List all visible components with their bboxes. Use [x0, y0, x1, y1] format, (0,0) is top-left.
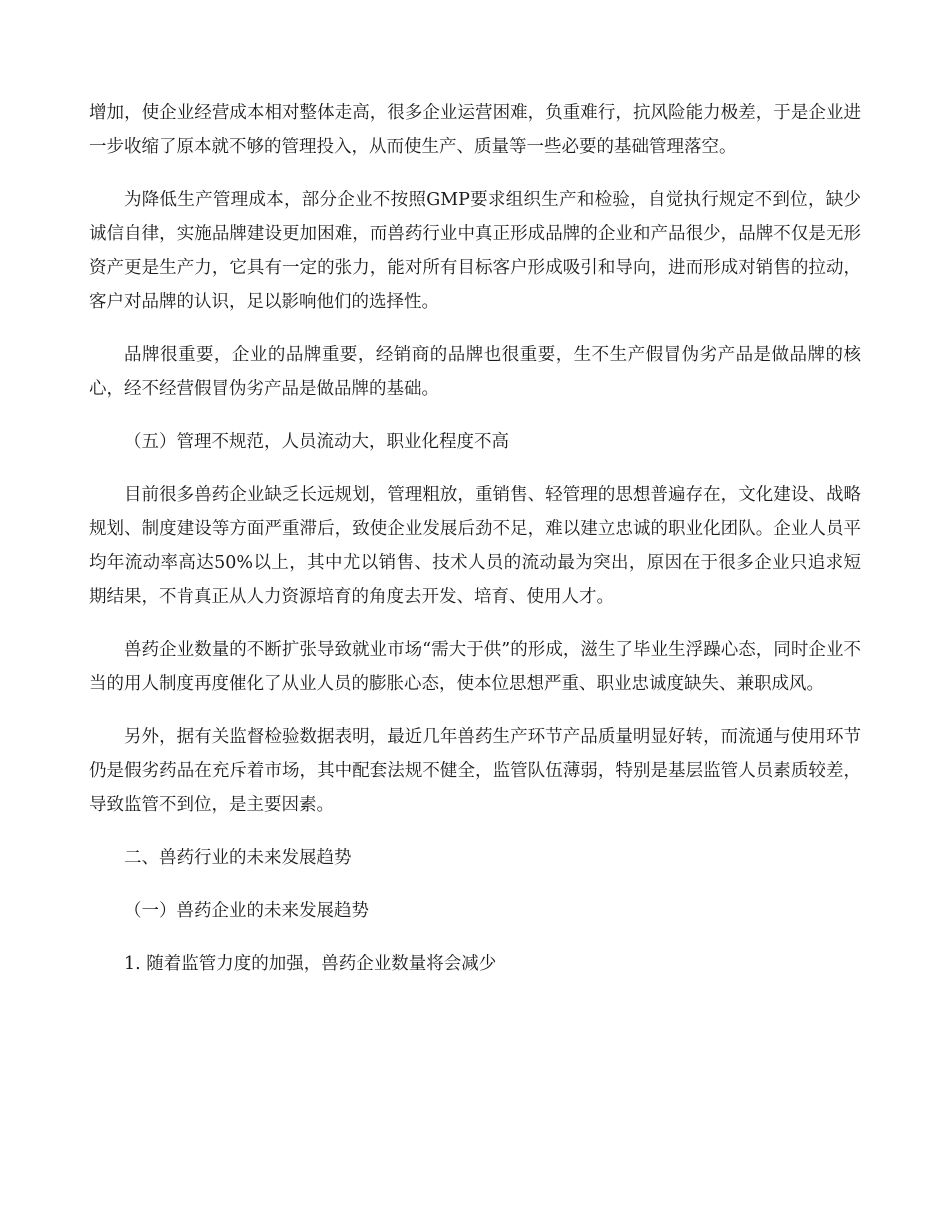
subsection-heading: 1. 随着监管力度的加强，兽药企业数量将会减少 [124, 954, 497, 974]
body-paragraph: 品牌很重要，企业的品牌重要，经销商的品牌也很重要，生不生产假冒伪劣产品是做品牌的核心，经不经营假冒伪劣产品是做品牌的基础。 [89, 345, 861, 399]
body-paragraph: 兽药企业数量的不断扩张导致就业市场“需大于供”的形成，滋生了毕业生浮躁心态，同时企业不当的用人制度再度催化了从业人员的膨胀心态，使本位思想严重、职业忠诚度缺失、兼职成风。 [89, 640, 861, 694]
document-body [89, 96, 861, 981]
body-paragraph: 另外，据有关监督检验数据表明，最近几年兽药生产环节产品质量明显好转，而流通与使用环节仍是假劣药品在充斥着市场，其中配套法规不健全，监管队伍薄弱，特别是基层监管人员素质较差，导致监管不到位，是主要因素。 [89, 727, 861, 815]
body-paragraph: 增加，使企业经营成本相对整体走高，很多企业运营困难，负重难行，抗风险能力极差，于是企业进一步收缩了原本就不够的管理投入，从而使生产、质量等一些必要的基础管理落空。 [89, 103, 861, 157]
body-paragraph: 为降低生产管理成本，部分企业不按照GMP要求组织生产和检验，自觉执行规定不到位，缺少诚信自律，实施品牌建设更加困难，而兽药行业中真正形成品牌的企业和产品很少，品牌不仅是无形资产更是生产力，它具有一定的张力，能对所有目标客户形成吸引和导向，进而形成对销售的拉动，客户对品牌的认识，足以影响他们的选择性。 [89, 190, 861, 312]
section-heading: （一）兽药企业的未来发展趋势 [124, 901, 369, 921]
section-heading: （五）管理不规范，人员流动大，职业化程度不高 [124, 432, 509, 452]
chapter-heading: 二、兽药行业的未来发展趋势 [124, 848, 352, 868]
body-paragraph: 目前很多兽药企业缺乏长远规划，管理粗放，重销售、轻管理的思想普遍存在，文化建设、战略规划、制度建设等方面严重滞后，致使企业发展后劲不足，难以建立忠诚的职业化团队。企业人员平均年流动率高达50%以上，其中尤以销售、技术人员的流动最为突出，原因在于很多企业只追求短期结果，不肯真正从人力资源培育的角度去开发、培育、使用人才。 [89, 485, 861, 607]
